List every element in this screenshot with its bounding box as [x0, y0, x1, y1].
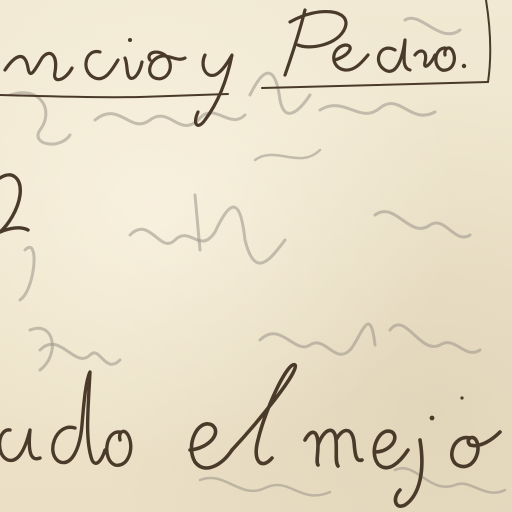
heading-line-text [6, 24, 347, 84]
body-line-text [0, 398, 374, 472]
